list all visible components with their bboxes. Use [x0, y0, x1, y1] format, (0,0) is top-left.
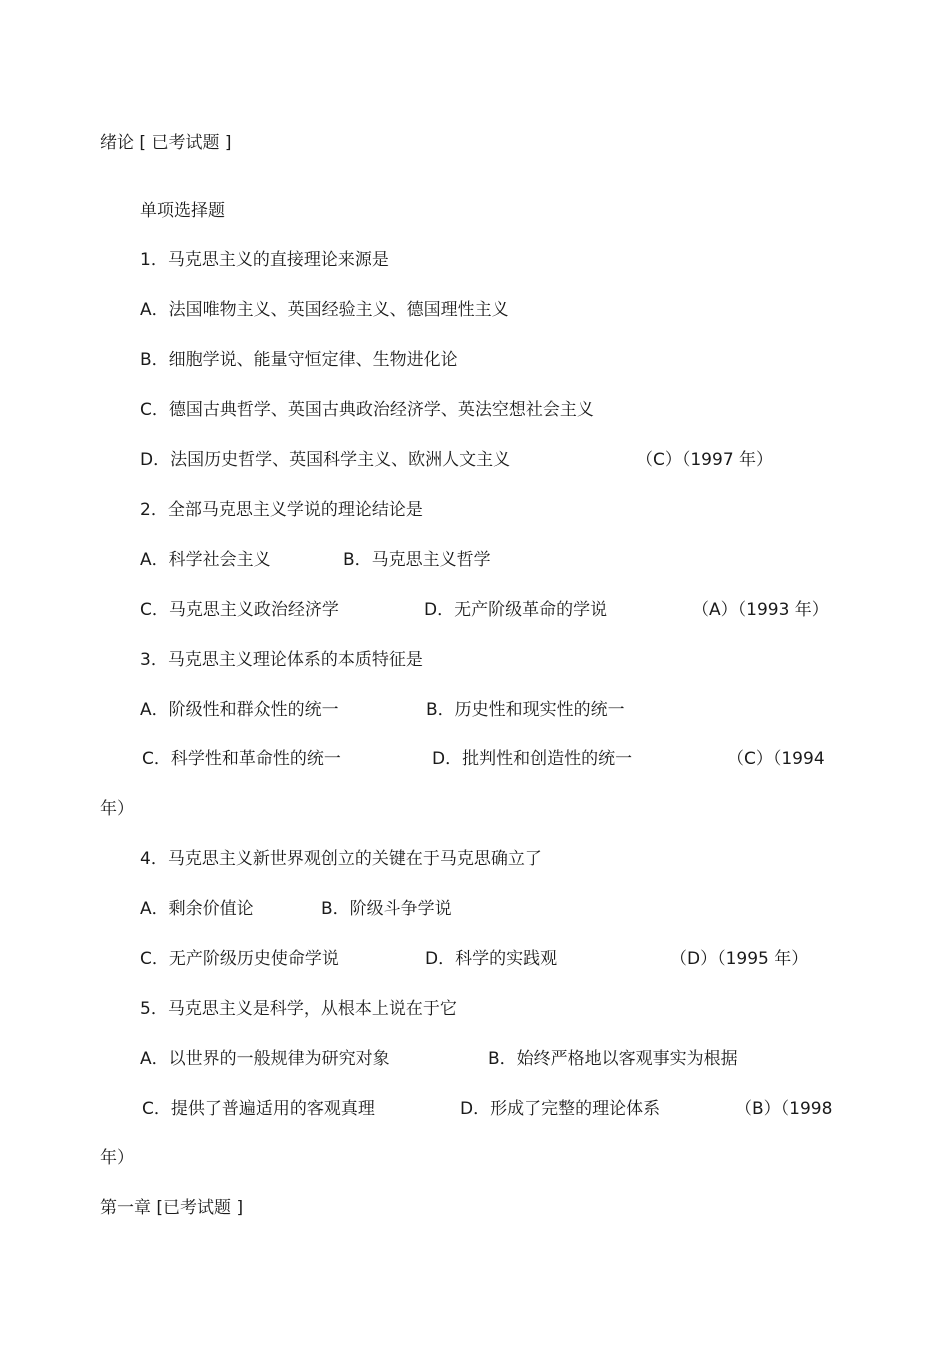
question-5-stem: 5．马克思主义是科学，从根本上说在于它	[140, 999, 457, 1019]
question-4-option-b: B．阶级斗争学说	[321, 899, 452, 919]
question-2-stem: 2．全部马克思主义学说的理论结论是	[140, 500, 423, 520]
question-4-answer: （D）（1995 年）	[670, 949, 809, 969]
question-3-stem: 3．马克思主义理论体系的本质特征是	[140, 650, 423, 670]
question-5-answer-tail: 年）	[100, 1148, 134, 1168]
question-5-option-b: B．始终严格地以客观事实为根据	[488, 1049, 738, 1069]
question-2-option-a: A．科学社会主义	[140, 550, 271, 570]
question-2-option-b: B．马克思主义哲学	[343, 550, 491, 570]
question-1-option-c: C．德国古典哲学、英国古典政治经济学、英法空想社会主义	[140, 400, 594, 420]
question-3-option-a: A．阶级性和群众性的统一	[140, 700, 339, 720]
question-2-option-d: D．无产阶级革命的学说	[424, 600, 608, 620]
question-3-answer-tail: 年）	[100, 799, 134, 819]
question-1-stem: 1．马克思主义的直接理论来源是	[140, 250, 389, 270]
question-5-option-a: A．以世界的一般规律为研究对象	[140, 1049, 390, 1069]
question-1-option-d: D．法国历史哲学、英国科学主义、欧洲人文主义	[140, 450, 511, 470]
question-3-option-d: D．批判性和创造性的统一	[432, 749, 633, 769]
question-1-option-a: A．法国唯物主义、英国经验主义、德国理性主义	[140, 300, 509, 320]
question-4-option-d: D．科学的实践观	[425, 949, 558, 969]
question-4-option-c: C．无产阶级历史使命学说	[140, 949, 339, 969]
question-5-option-d: D．形成了完整的理论体系	[460, 1099, 661, 1119]
section-heading-intro: 绪论 [ 已考试题 ]	[100, 133, 232, 153]
question-4-option-a: A．剩余价值论	[140, 899, 254, 919]
question-3-answer: （C）（1994	[727, 749, 825, 769]
question-3-option-b: B．历史性和现实性的统一	[426, 700, 625, 720]
section-heading-chapter-1: 第一章 [已考试题 ]	[100, 1198, 244, 1218]
question-2-option-c: C．马克思主义政治经济学	[140, 600, 339, 620]
question-type-label: 单项选择题	[140, 201, 225, 221]
question-1-answer: （C）（1997 年）	[636, 450, 774, 470]
question-5-option-c: C．提供了普遍适用的客观真理	[142, 1099, 375, 1119]
question-2-answer: （A）（1993 年）	[692, 600, 829, 620]
question-5-answer: （B）（1998	[735, 1099, 833, 1119]
question-3-option-c: C．科学性和革命性的统一	[142, 749, 341, 769]
question-1-option-b: B．细胞学说、能量守恒定律、生物进化论	[140, 350, 458, 370]
question-4-stem: 4．马克思主义新世界观创立的关键在于马克思确立了	[140, 849, 542, 869]
